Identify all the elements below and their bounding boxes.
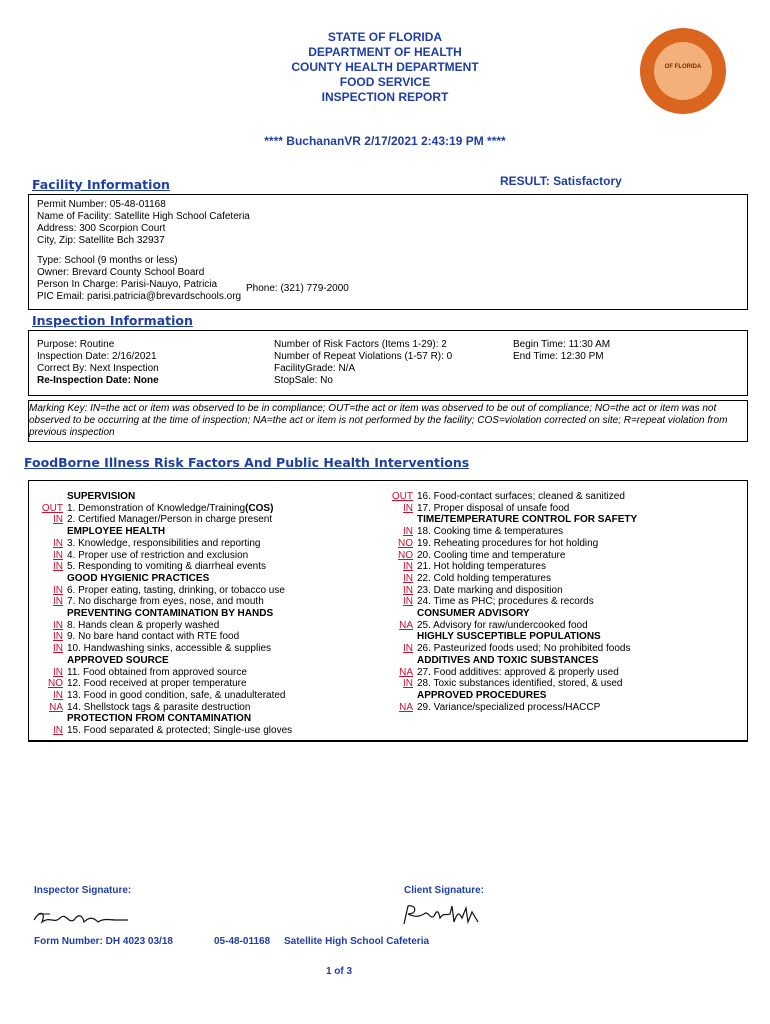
risk-factor-item — [377, 620, 737, 632]
risk-factor-text: 6. Proper eating, tasting, drinking, or tobacco use — [67, 584, 285, 596]
header-line-3: COUNTY HEALTH DEPARTMENT — [291, 60, 479, 74]
risk-factor-text: 22. Cold holding temperatures — [417, 572, 551, 584]
risk-factor-text: 23. Date marking and disposition — [417, 584, 563, 596]
risk-factor-item — [377, 702, 737, 714]
risk-category-heading: HIGHLY SUSCEPTIBLE POPULATIONS — [417, 631, 601, 643]
footer-facility-name: Satellite High School Cafeteria — [284, 936, 430, 947]
compliance-code: IN — [403, 596, 413, 608]
risk-factors-right-column — [377, 491, 737, 713]
risk-factor-item — [377, 538, 737, 550]
risk-factor-item — [27, 678, 377, 690]
risk-factor-text: 3. Knowledge, responsibilities and reporting — [67, 537, 261, 549]
risk-factor-text: 10. Handwashing sinks, accessible & supplies — [67, 643, 271, 655]
pic-email: PIC Email: parisi.patricia@brevardschools.org — [37, 291, 242, 302]
risk-factor-text: 8. Hands clean & properly washed — [67, 619, 220, 631]
compliance-code: IN — [403, 584, 413, 596]
risk-factor-item — [27, 725, 377, 737]
risk-factor-item — [27, 561, 377, 573]
risk-factor-text: 14. Shellstock tags & parasite destruction — [67, 701, 251, 713]
facility-name: Name of Facility: Satellite High School Cafeteria — [37, 211, 250, 222]
risk-category-heading: APPROVED PROCEDURES — [417, 689, 547, 701]
risk-factor-item — [377, 491, 737, 503]
client-signature-label: Client Signature: — [404, 885, 485, 896]
risk-factor-text: 12. Food received at proper temperature — [67, 678, 247, 690]
risk-factor-text: 18. Cooking time & temperatures — [417, 526, 564, 538]
risk-factor-item — [377, 596, 737, 608]
seal-center — [654, 42, 712, 100]
compliance-code: IN — [53, 725, 63, 737]
state-seal-logo — [640, 28, 726, 114]
risk-factor-text: 13. Food in good condition, safe, & unadulterated — [67, 689, 286, 701]
person-in-charge: Person In Charge: Parisi-Nauyo, Patricia — [37, 279, 218, 290]
stop-sale: StopSale: No — [274, 375, 333, 386]
compliance-code: IN — [403, 526, 413, 538]
header-line-1: STATE OF FLORIDA — [327, 30, 443, 44]
compliance-code: IN — [53, 596, 63, 608]
inspector-signature-label: Inspector Signature: — [34, 885, 132, 896]
header-line-5: INSPECTION REPORT — [321, 90, 449, 104]
inspection-col-1 — [37, 339, 159, 387]
correct-by: Correct By: Next Inspection — [37, 363, 159, 374]
seal-label: OF FLORIDA — [664, 64, 702, 70]
risk-factor-item — [27, 643, 377, 655]
risk-category-heading: PROTECTION FROM CONTAMINATION — [67, 713, 252, 725]
risk-factors-left-column — [27, 491, 377, 737]
risk-factor-item — [27, 585, 377, 597]
facility-type: Type: School (9 months or less) — [37, 255, 178, 266]
risk-category-heading: EMPLOYEE HEALTH — [67, 526, 166, 538]
risk-factor-text: 11. Food obtained from approved source — [67, 666, 247, 678]
risk-category-heading: SUPERVISION — [67, 491, 136, 502]
compliance-code: NA — [399, 666, 413, 678]
compliance-code: IN — [53, 537, 63, 549]
risk-factor-text: 15. Food separated & protected; Single-use gloves — [67, 725, 293, 737]
compliance-code: IN — [403, 561, 413, 573]
inspection-purpose: Purpose: Routine — [37, 339, 115, 350]
risk-factor-text: 19. Reheating procedures for hot holding — [417, 537, 599, 549]
begin-time: Begin Time: 11:30 AM — [513, 339, 611, 350]
risk-factor-item — [27, 596, 377, 608]
inspection-info-title: Inspection Information — [32, 313, 193, 328]
spacer — [37, 247, 250, 255]
facility-grade: FacilityGrade: N/A — [274, 363, 356, 374]
risk-category-heading: CONSUMER ADVISORY — [417, 608, 530, 620]
risk-factor-text: 1. Demonstration of Knowledge/Training — [67, 502, 246, 514]
risk-factor-text: 4. Proper use of restriction and exclusion — [67, 549, 249, 561]
compliance-code: NO — [398, 537, 413, 549]
risk-factor-text: 7. No discharge from eyes, nose, and mouth — [67, 596, 264, 608]
result-status: RESULT: Satisfactory — [500, 174, 622, 188]
inspector-timestamp: **** BuchananVR 2/17/2021 2:43:19 PM **** — [264, 134, 506, 148]
risk-factor-item — [27, 667, 377, 679]
risk-factor-item — [27, 631, 377, 643]
compliance-code: IN — [403, 502, 413, 514]
compliance-code: IN — [53, 666, 63, 678]
form-number: Form Number: DH 4023 03/18 — [34, 936, 173, 947]
compliance-code: IN — [53, 584, 63, 596]
risk-factor-item — [27, 620, 377, 632]
footer-permit-number: 05-48-01168 — [214, 936, 271, 947]
risk-factor-item — [27, 702, 377, 714]
client-signature — [398, 900, 488, 930]
facility-phone: Phone: (321) 779-2000 — [246, 283, 349, 294]
risk-factor-text: 2. Certified Manager/Person in charge present — [67, 514, 273, 526]
risk-factor-item — [377, 503, 737, 515]
risk-factor-item — [27, 538, 377, 550]
risk-factor-text: 21. Hot holding temperatures — [417, 561, 546, 573]
inspection-col-3 — [513, 339, 610, 363]
compliance-code: NA — [49, 701, 63, 713]
risk-factor-item — [377, 573, 737, 585]
marking-key-box — [28, 400, 748, 442]
facility-city-zip: City, Zip: Satellite Bch 32937 — [37, 235, 165, 246]
inspector-signature — [30, 902, 140, 932]
compliance-code: OUT — [41, 502, 63, 514]
facility-info-box — [28, 194, 748, 310]
page-number: 1 of 3 — [325, 966, 353, 977]
risk-factor-text: 28. Toxic substances identified, stored, & used — [417, 678, 623, 690]
risk-factor-item — [27, 514, 377, 526]
compliance-code: IN — [403, 572, 413, 584]
risk-factors-title: FoodBorne Illness Risk Factors And Public Health Interventions — [24, 455, 470, 470]
facility-info-title: Facility Information — [32, 177, 170, 192]
compliance-code: IN — [53, 619, 63, 631]
compliance-code: IN — [53, 549, 63, 561]
compliance-code: NA — [399, 701, 413, 713]
risk-factor-text: 17. Proper disposal of unsafe food — [417, 502, 570, 514]
risk-factors-box — [28, 480, 748, 742]
compliance-code: NO — [398, 549, 413, 561]
risk-factor-item — [27, 503, 377, 515]
risk-category-heading: GOOD HYGIENIC PRACTICES — [67, 572, 210, 584]
header-line-2: DEPARTMENT OF HEALTH — [308, 45, 462, 59]
risk-factor-item — [377, 667, 737, 679]
risk-factor-text: 25. Advisory for raw/undercooked food — [417, 619, 588, 631]
facility-address: Address: 300 Scorpion Court — [37, 223, 166, 234]
compliance-code: IN — [53, 514, 63, 526]
facility-owner: Owner: Brevard County School Board — [37, 267, 205, 278]
risk-factor-item — [27, 690, 377, 702]
risk-factor-item — [377, 585, 737, 597]
inspection-info-box — [28, 330, 748, 396]
risk-category-heading: APPROVED SOURCE — [67, 654, 169, 666]
permit-number: Permit Number: 05-48-01168 — [37, 199, 166, 210]
risk-factor-item — [377, 550, 737, 562]
reinspection-date: Re-Inspection Date: None — [37, 375, 159, 386]
risk-factor-text: 20. Cooling time and temperature — [417, 549, 566, 561]
risk-factor-item — [377, 643, 737, 655]
compliance-code: OUT — [391, 491, 413, 502]
risk-category-heading: PREVENTING CONTAMINATION BY HANDS — [67, 608, 274, 620]
risk-factor-text: 27. Food additives: approved & properly used — [417, 666, 619, 678]
risk-factor-text: 24. Time as PHC; procedures & records — [417, 596, 594, 608]
compliance-code: IN — [53, 689, 63, 701]
repeat-violation-count: Number of Repeat Violations (1-57 R): 0 — [274, 351, 453, 362]
compliance-code: IN — [403, 678, 413, 690]
end-time: End Time: 12:30 PM — [513, 351, 604, 362]
compliance-code: IN — [403, 643, 413, 655]
compliance-code: IN — [53, 631, 63, 643]
risk-factor-text: 29. Variance/specialized process/HACCP — [417, 701, 601, 713]
risk-factor-text: 5. Responding to vomiting & diarrheal events — [67, 561, 267, 573]
risk-factor-text: 9. No bare hand contact with RTE food — [67, 631, 240, 643]
risk-factor-item — [377, 526, 737, 538]
risk-factor-item — [377, 678, 737, 690]
inspection-date: Inspection Date: 2/16/2021 — [37, 351, 157, 362]
facility-details — [37, 199, 250, 303]
compliance-code: NO — [48, 678, 63, 690]
compliance-code: IN — [53, 561, 63, 573]
risk-factor-text: 16. Food-contact surfaces; cleaned & sanitized — [417, 491, 625, 502]
risk-category-heading: ADDITIVES AND TOXIC SUBSTANCES — [417, 654, 599, 666]
risk-factor-item — [27, 550, 377, 562]
risk-category-heading: TIME/TEMPERATURE CONTROL FOR SAFETY — [417, 514, 638, 526]
compliance-code: IN — [53, 643, 63, 655]
risk-factor-text: 26. Pasteurized foods used; No prohibited foods — [417, 643, 631, 655]
corrected-on-site-note: (COS) — [245, 502, 274, 514]
risk-factor-count: Number of Risk Factors (Items 1-29): 2 — [274, 339, 447, 350]
risk-factor-item — [377, 561, 737, 573]
marking-key: Marking Key: IN=the act or item was observed to be in compliance; OUT=the act or item was observed to be out of compliance; NO=the act or item was not observed to be occurring at the time of inspection; NA=the act or item is not performed by the facility; COS=violation corrected on site; R=repeat violation from previous inspection — [29, 403, 728, 438]
header-line-4: FOOD SERVICE — [339, 75, 431, 89]
compliance-code: NA — [399, 619, 413, 631]
inspection-col-2 — [274, 339, 452, 387]
spacer-box — [28, 740, 748, 741]
